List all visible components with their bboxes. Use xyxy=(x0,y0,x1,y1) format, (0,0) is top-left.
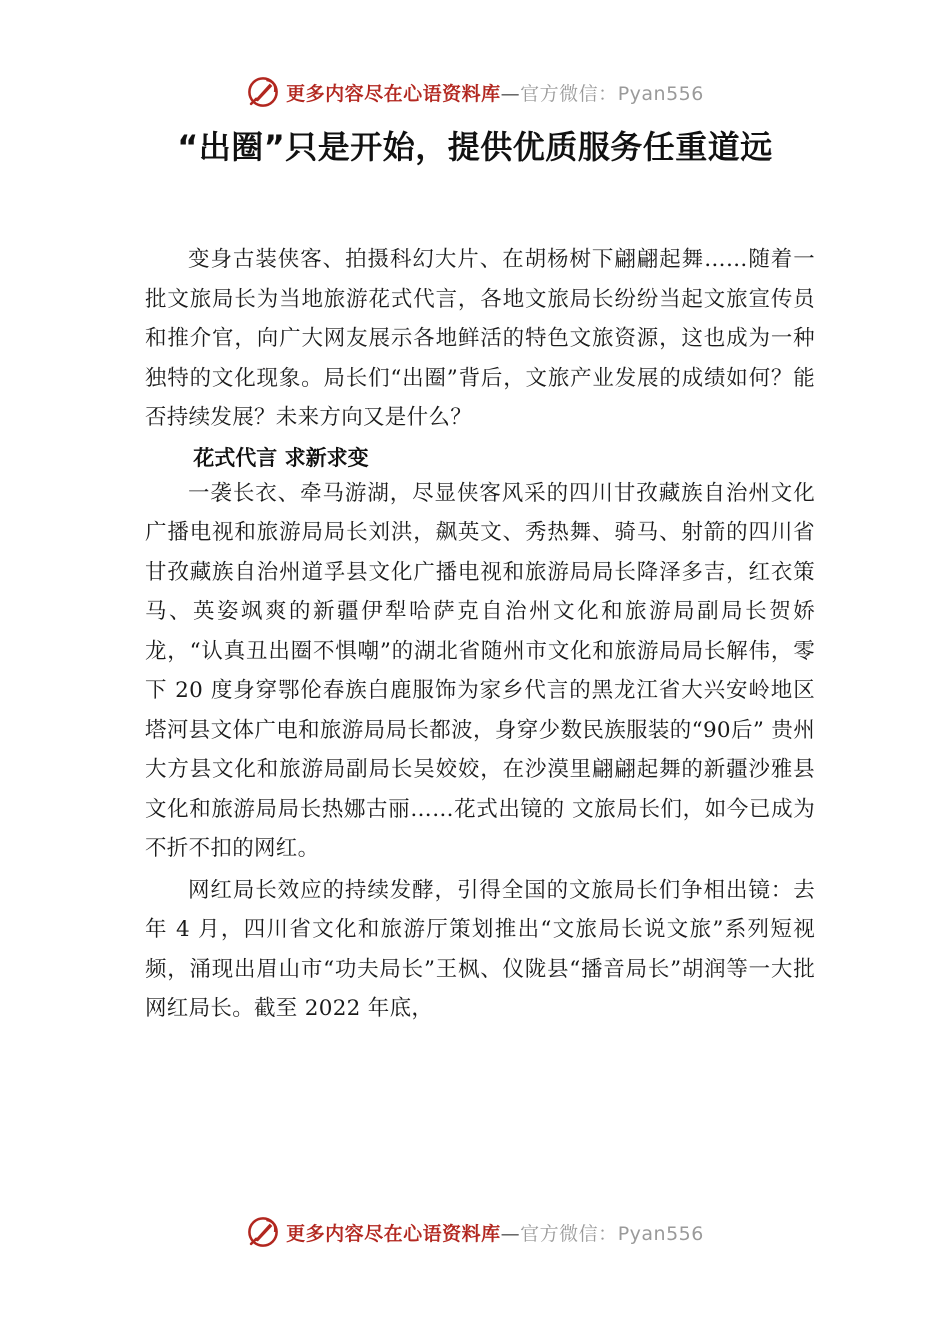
quill-seal-icon xyxy=(246,75,280,109)
body-paragraph-1: 一袭长衣、牵马游湖，尽显侠客风采的四川甘孜藏族自治州文化广播电视和旅游局局长刘洪，飙英文、秀热舞、骑马、射箭的四川省甘孜藏族自治州道孚县文化广播电视和旅游局局长降泽多吉，红衣策马、英姿飒爽的新疆伊犁哈萨克自治州文化和旅游局副局长贺娇龙，“认真丑出圈不惧嘲”的湖北省随州市文化和旅游局局长解伟，零下 20 度身穿鄂伦春族白鹿服饰为家乡代言的黑龙江省大兴安岭地区塔河县文体广电和旅游局局长都波，身穿少数民族服装的“90后” 贵州大方县文化和旅游局副局长吴姣姣，在沙漠里翩翩起舞的新疆沙雅县文化和旅游局局长热娜古丽……花式出镜的 文旅局长们，如今已成为不折不扣的网红。 xyxy=(145,480,815,861)
watermark-contact-id: Pyan556 xyxy=(617,82,704,105)
article-title: “出圈”只是开始，提供优质服务任重道远 xyxy=(177,128,773,166)
article-body xyxy=(145,240,815,1029)
body-paragraph-2: 网红局长效应的持续发酵，引得全国的文旅局长们争相出镜：去年 4 月，四川省文化和旅游厅策划推出“文旅局长说文旅”系列短视频，涌现出眉山市“功夫局长”王枫、仪陇县“播音局长”胡润等一大批网红局长。截至 2022 年底， xyxy=(145,877,815,1021)
watermark-contact-label: 官方微信： xyxy=(520,1222,618,1245)
intro-paragraph: 变身古装侠客、拍摄科幻大片、在胡杨树下翩翩起舞……随着一批文旅局长为当地旅游花式代言，各地文旅局长纷纷当起文旅宣传员和推介官，向广大网友展示各地鲜活的特色文旅资源，这也成为一种独特的文化现象。局长们“出圈”背后，文旅产业发展的成绩如何？能否持续发展？未来方向又是什么？ xyxy=(145,247,815,430)
quill-seal-icon xyxy=(246,1215,280,1249)
watermark-contact-id: Pyan556 xyxy=(617,1222,704,1245)
watermark-text xyxy=(286,1219,704,1246)
bottom-watermark-banner xyxy=(0,1212,950,1252)
watermark-dash: — xyxy=(500,82,521,105)
watermark-text xyxy=(286,79,704,106)
watermark-dash: — xyxy=(500,1222,521,1245)
watermark-contact-label: 官方微信： xyxy=(520,82,618,105)
watermark-brand: 更多内容尽在心语资料库 xyxy=(286,1222,501,1245)
watermark-brand: 更多内容尽在心语资料库 xyxy=(286,82,501,105)
section-heading: 花式代言 求新求变 xyxy=(193,445,369,470)
top-watermark-banner xyxy=(0,72,950,112)
